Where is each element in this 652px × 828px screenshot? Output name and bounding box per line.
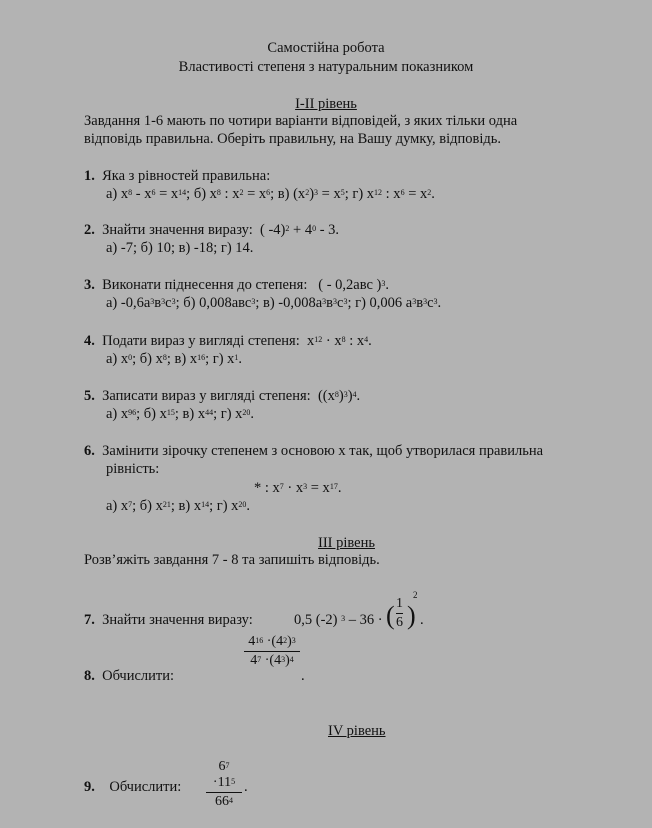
task-6-options: а) $х^7$; б) $х^{21}$; в) $х^{14}$; г) $х^{20}$.: [106, 498, 251, 514]
task-1-options: а) $х^8 - х^6 = х^{14}$; б) $х^8$ : $х^2 = х^6$; в) $(х^2)^3 = х^5$; г) $х^{12}$ : $х^6 = х^2$.: [106, 186, 435, 202]
task-9-question: 9. Обчислити:: [84, 779, 182, 795]
task-2-question: 2. Знайти значення виразу: ( $-4)^2 + 4^0 - 3$.: [84, 222, 340, 238]
task-7-question: 7. Знайти значення виразу:: [84, 612, 253, 628]
level-1-2-heading: I-II рівень: [295, 96, 357, 112]
level-3-instructions: Розв’яжіть завдання 7 - 8 та запишіть відповідь.: [84, 552, 380, 568]
task-7-period: .: [420, 612, 424, 628]
task-1-question: 1. Яка з рівностей правильна:: [84, 168, 271, 184]
task-3-options: а) $-0,6а^3в^3с^3$; б) 0,008авс$^3$; в) $-0,008а^3в^3с^3$; г) 0,006 $а^3в^3с^3$.: [106, 295, 442, 311]
task-7-fraction: 1 6: [396, 596, 403, 630]
task-8-period: .: [301, 668, 305, 684]
task-7-right-paren: ): [407, 601, 416, 630]
task-6-equation: * : $х^7 \cdot х^3 = х^{17}$.: [254, 480, 342, 496]
task-4-options: а) $х^0$; б) $х^8$; в) $х^{16}$; г) $х^1$.: [106, 351, 243, 367]
task-2-options: а) -7; б) 10; в) -18; г) 14.: [106, 240, 254, 256]
worksheet-title: Самостійна робота: [267, 40, 385, 56]
task-3-question: 3. Виконати піднесення до степеня: ( - 0,2авс )$^3$.: [84, 277, 389, 293]
task-9-fraction: $6^7 \cdot 11^5$ $66^4$: [206, 759, 242, 810]
task-8-fraction: $4^{16} \cdot(4^2)^3$ $4^7 \cdot(4^3)^4$: [244, 634, 300, 669]
task-9-period: .: [244, 779, 248, 795]
task-4-question: 4. Подати вираз у вигляді степеня: $х^{12} \cdot х^8$ : $х^4$.: [84, 333, 372, 349]
task-6-question-line-2: рівність:: [106, 461, 160, 477]
task-5-question: 5. Записати вираз у вигляді степеня: $((х^8)^3)^4$.: [84, 388, 361, 404]
task-7-left-paren: (: [386, 601, 395, 630]
task-5-options: а) $х^{96}$; б) $х^{15}$; в) $х^{44}$; г) $х^{20}$.: [106, 406, 255, 422]
task-7-exponent: 2: [413, 590, 418, 600]
task-7-expression: 0,5 (-2) $^3$ – 36 ·: [294, 612, 383, 628]
level-3-heading: III рівень: [318, 535, 375, 551]
task-8-question: 8. Обчислити:: [84, 668, 175, 684]
level-4-heading: IV рівень: [328, 723, 386, 739]
instructions-line-2: відповідь правильна. Оберіть правильну, на Вашу думку, відповідь.: [84, 131, 501, 147]
task-6-question-line-1: 6. Замінити зірочку степенем з основою х так, щоб утворилася правильна: [84, 443, 544, 459]
worksheet-subtitle: Властивості степеня з натуральним показником: [178, 59, 474, 75]
instructions-line-1: Завдання 1-6 мають по чотири варіанти відповідей, з яких тільки одна: [84, 113, 518, 129]
